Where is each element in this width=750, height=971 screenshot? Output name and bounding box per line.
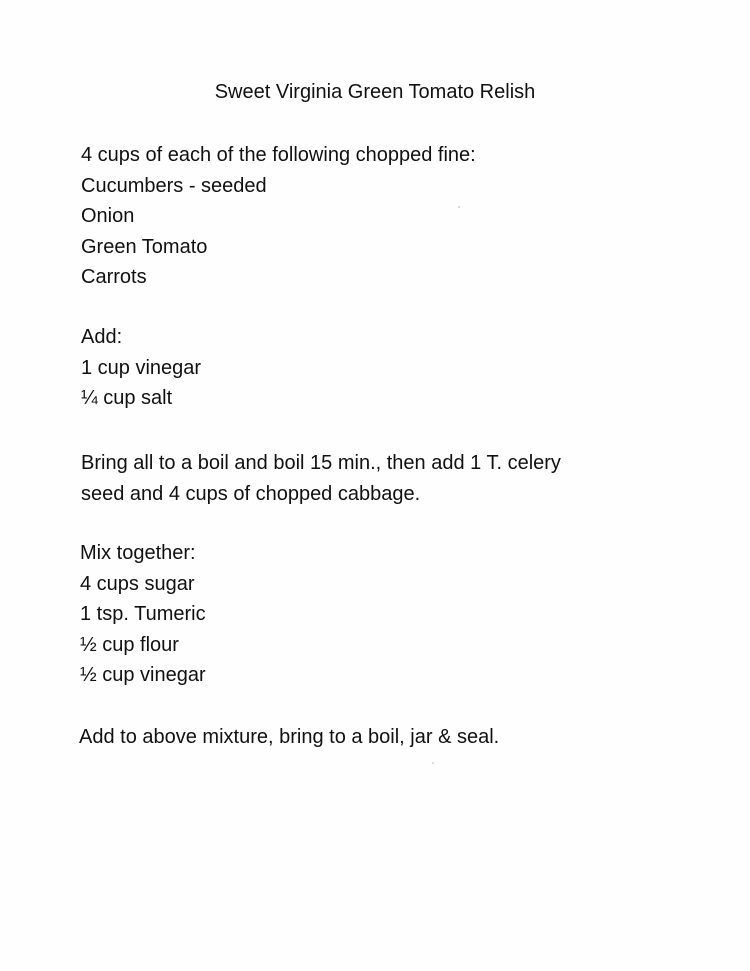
ingredient-item: Green Tomato bbox=[81, 235, 208, 258]
add-heading: Add: bbox=[81, 326, 123, 348]
add-section bbox=[81, 322, 681, 414]
mix-item: ½ cup vinegar bbox=[80, 664, 206, 687]
mix-section bbox=[80, 538, 680, 691]
mix-item: ½ cup flour bbox=[80, 633, 179, 656]
boil-line-2: seed and 4 cups of chopped cabbage. bbox=[81, 482, 421, 505]
mix-heading: Mix together: bbox=[80, 542, 196, 564]
boil-line-1: Bring all to a boil and boil 15 min., then add 1 T. celery bbox=[81, 452, 561, 474]
final-step-section bbox=[79, 722, 679, 753]
ingredient-item: Carrots bbox=[81, 266, 147, 289]
add-item: 1 cup vinegar bbox=[81, 356, 202, 379]
ingredients-section bbox=[81, 140, 681, 293]
ingredient-item: Onion bbox=[81, 205, 135, 228]
boil-instructions bbox=[81, 448, 681, 509]
ingredient-item: Cucumbers - seeded bbox=[81, 174, 267, 197]
mix-item: 4 cups sugar bbox=[80, 572, 195, 595]
add-item: ¼ cup salt bbox=[81, 387, 173, 410]
mix-item: 1 tsp. Tumeric bbox=[80, 603, 206, 626]
ingredients-intro: 4 cups of each of the following chopped fine: bbox=[81, 144, 476, 166]
scan-speck bbox=[432, 762, 434, 764]
scan-speck bbox=[458, 206, 460, 208]
recipe-title: Sweet Virginia Green Tomato Relish bbox=[214, 81, 536, 103]
final-step: Add to above mixture, bring to a boil, jar & seal. bbox=[79, 726, 500, 748]
